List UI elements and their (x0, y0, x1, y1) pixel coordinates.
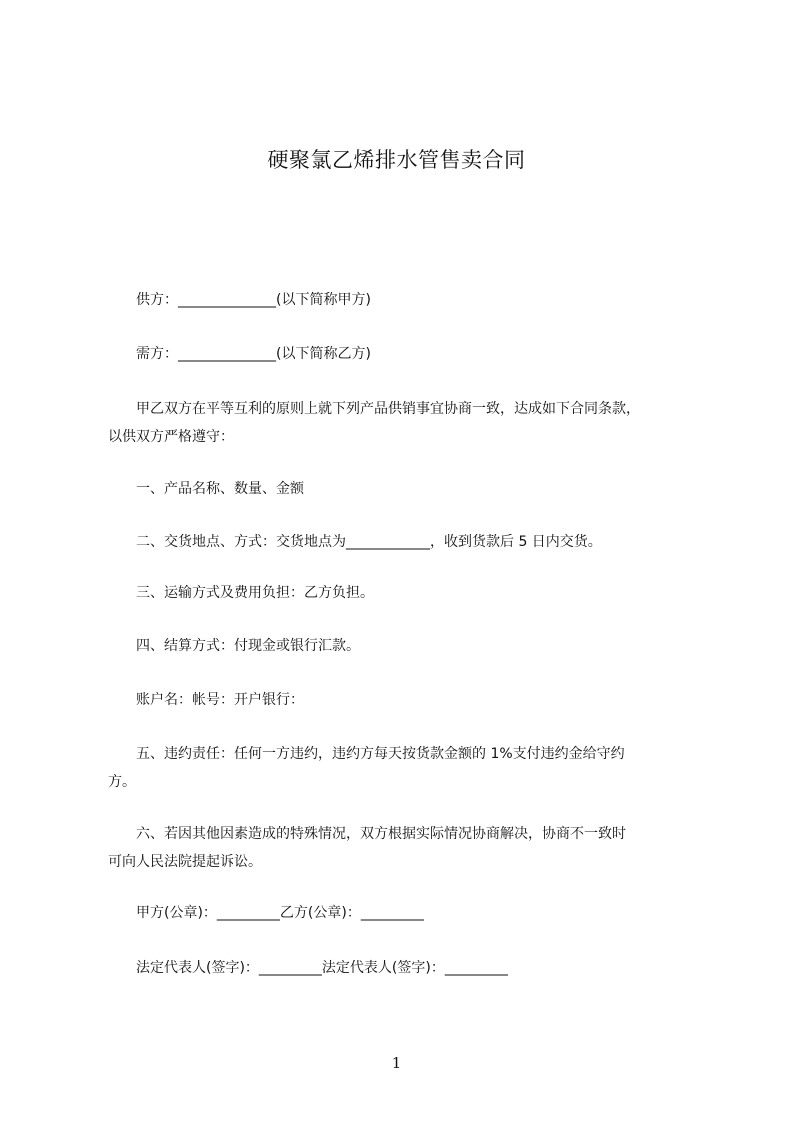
clause-1: 一、产品名称、数量、金额 (136, 481, 304, 497)
clause-4: 四、结算方式：付现金或银行汇款。 (136, 638, 360, 654)
intro-paragraph (108, 395, 708, 451)
clause-5-line-1: 五、违约责任：任何一方违约，违约方每天按货款金额的 1%支付违约金给守约 (136, 746, 625, 762)
representative-line: 法定代表人(签字)：_________法定代表人(签字)：_________ (136, 960, 508, 976)
document-title: 硬聚氯乙烯排水管售卖合同 (267, 148, 526, 172)
buyer-line: 需方：______________(以下简称乙方) (136, 346, 371, 362)
clause-2: 二、交货地点、方式：交货地点为____________，收到货款后 5 日内交货。 (136, 534, 602, 550)
clause-6-line-1: 六、若因其他因素造成的特殊情况，双方根据实际情况协商解决，协商不一致时 (136, 826, 626, 842)
intro-line-2: 以供双方严格遵守： (108, 429, 234, 445)
supplier-line: 供方：______________(以下简称甲方) (136, 292, 371, 308)
page-number: 1 (391, 1054, 402, 1072)
clause-5-line-2: 方。 (108, 774, 136, 790)
clause-6 (108, 820, 708, 876)
intro-line-1: 甲乙双方在平等互利的原则上就下列产品供销事宜协商一致，达成如下合同条款， (136, 401, 640, 417)
clause-5 (108, 740, 708, 796)
clause-3: 三、运输方式及费用负担：乙方负担。 (136, 585, 374, 601)
clause-6-line-2: 可向人民法院提起诉讼。 (108, 854, 262, 870)
account-line: 账户名：帐号：开户银行： (136, 692, 304, 708)
seal-line: 甲方(公章)：_________乙方(公章)：_________ (136, 905, 424, 921)
